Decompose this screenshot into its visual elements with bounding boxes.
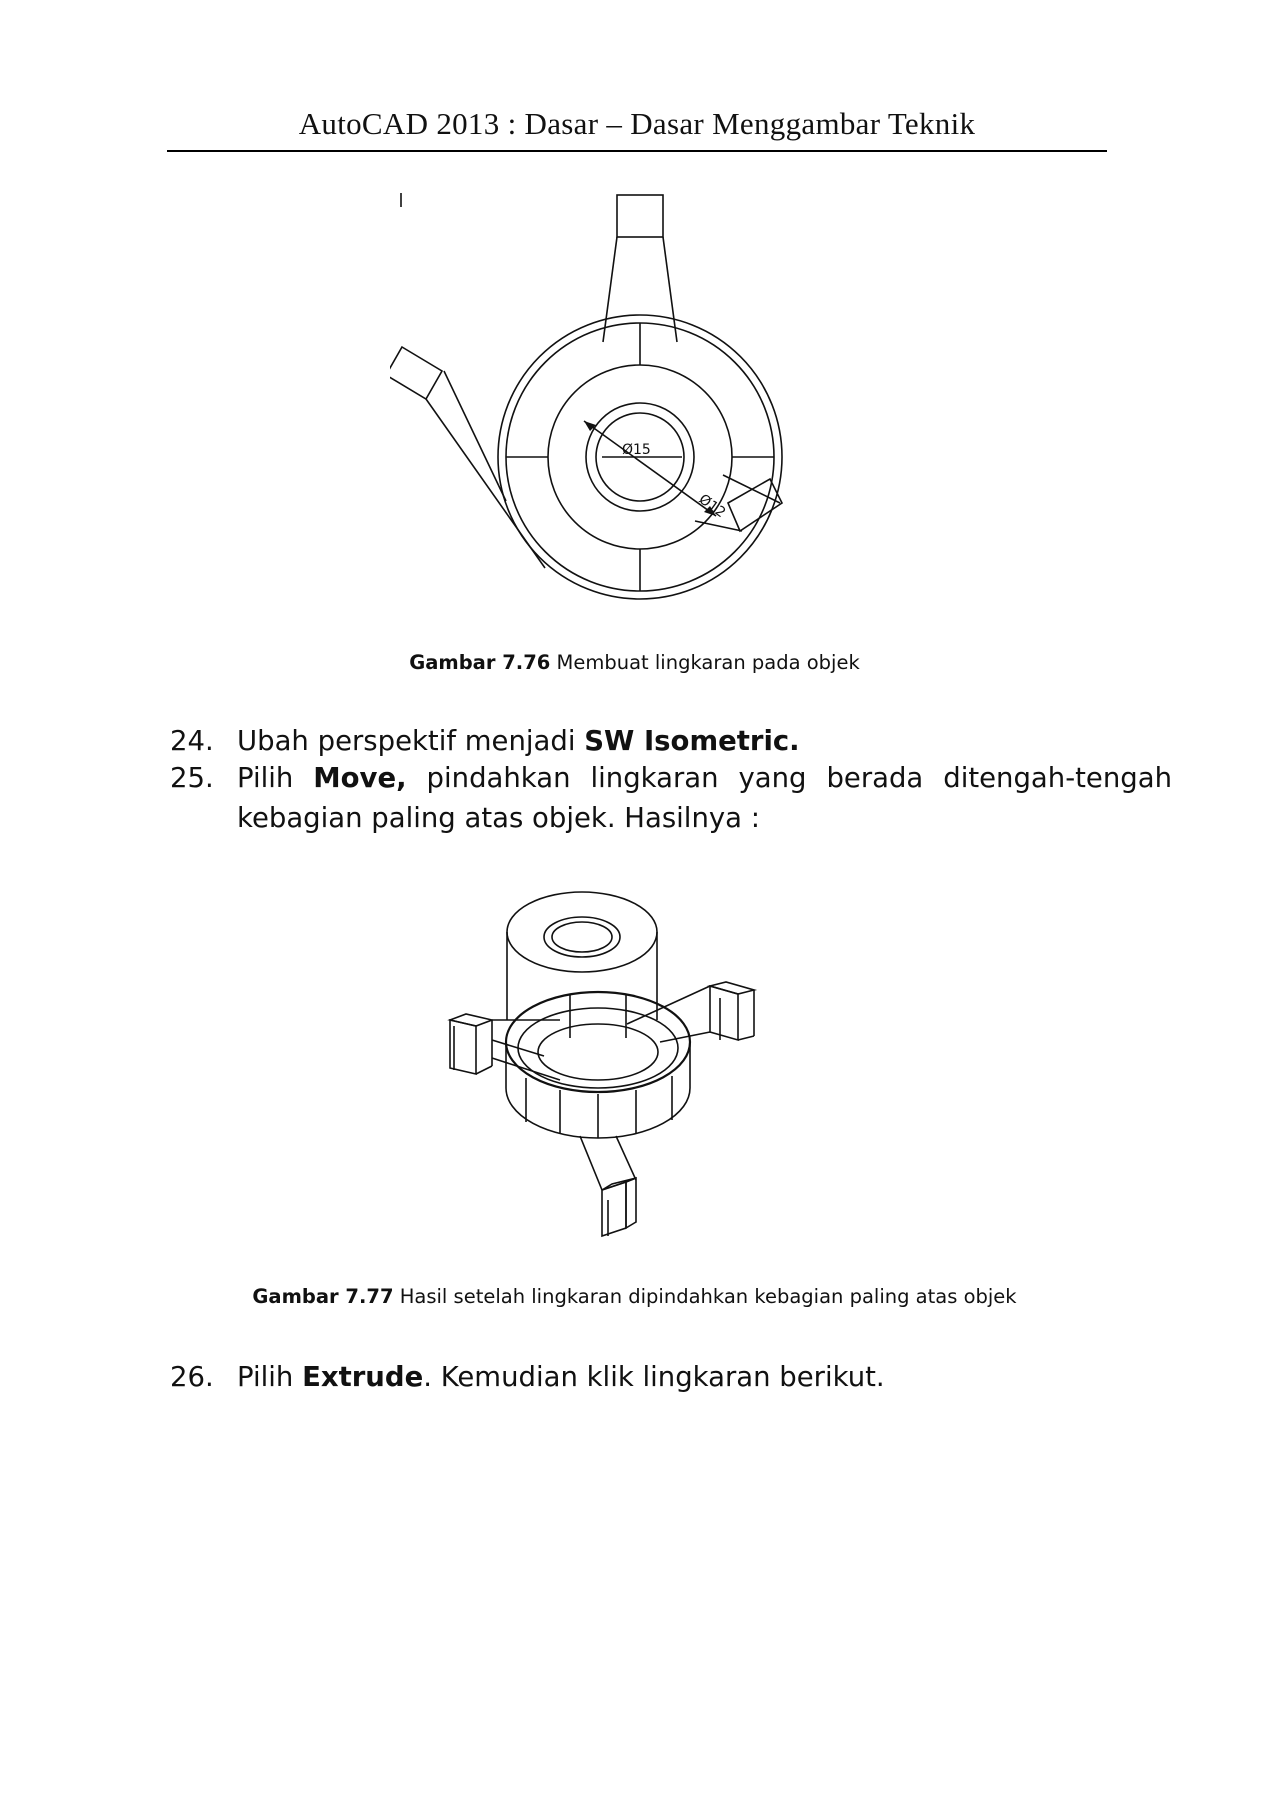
step-text: Ubah perspektif menjadi (237, 725, 585, 757)
step-bold: Extrude (302, 1361, 424, 1393)
page-header-title: AutoCAD 2013 : Dasar – Dasar Menggambar Teknik (298, 106, 976, 141)
step-26 (170, 1357, 1210, 1397)
step-bold: SW Isometric. (584, 725, 800, 757)
figure-7-76-drawing (390, 185, 890, 625)
step-24 (170, 721, 1210, 761)
dimension-inner-label: Ø15 (622, 442, 651, 458)
step-text-line2: kebagian paling atas objek. Hasilnya : (237, 802, 761, 834)
step-25 (170, 758, 1210, 838)
dimension-outer-label: Ø12 (695, 491, 729, 522)
figure-7-76-caption-text: Membuat lingkaran pada objek (550, 651, 860, 674)
step-text: Pilih (237, 762, 314, 794)
figure-7-76-caption-label: Gambar 7.76 (409, 651, 551, 674)
step-text-continued: . Kemudian klik lingkaran berikut. (423, 1361, 885, 1393)
step-number: 24. (170, 725, 214, 757)
step-number: 26. (170, 1361, 214, 1393)
step-number: 25. (170, 762, 214, 794)
step-text-continued: pindahkan lingkaran yang berada ditengah-tengah (406, 762, 1172, 794)
figure-7-77-caption (0, 1285, 1269, 1308)
figure-7-76-caption (0, 651, 1269, 674)
step-bold: Move, (313, 762, 407, 794)
step-text: Pilih (237, 1361, 303, 1393)
figure-7-77-drawing (440, 890, 840, 1250)
figure-7-77-caption-text: Hasil setelah lingkaran dipindahkan kebagian paling atas objek (393, 1285, 1017, 1308)
figure-7-77-caption-label: Gambar 7.77 (252, 1285, 394, 1308)
header-rule (167, 150, 1107, 152)
